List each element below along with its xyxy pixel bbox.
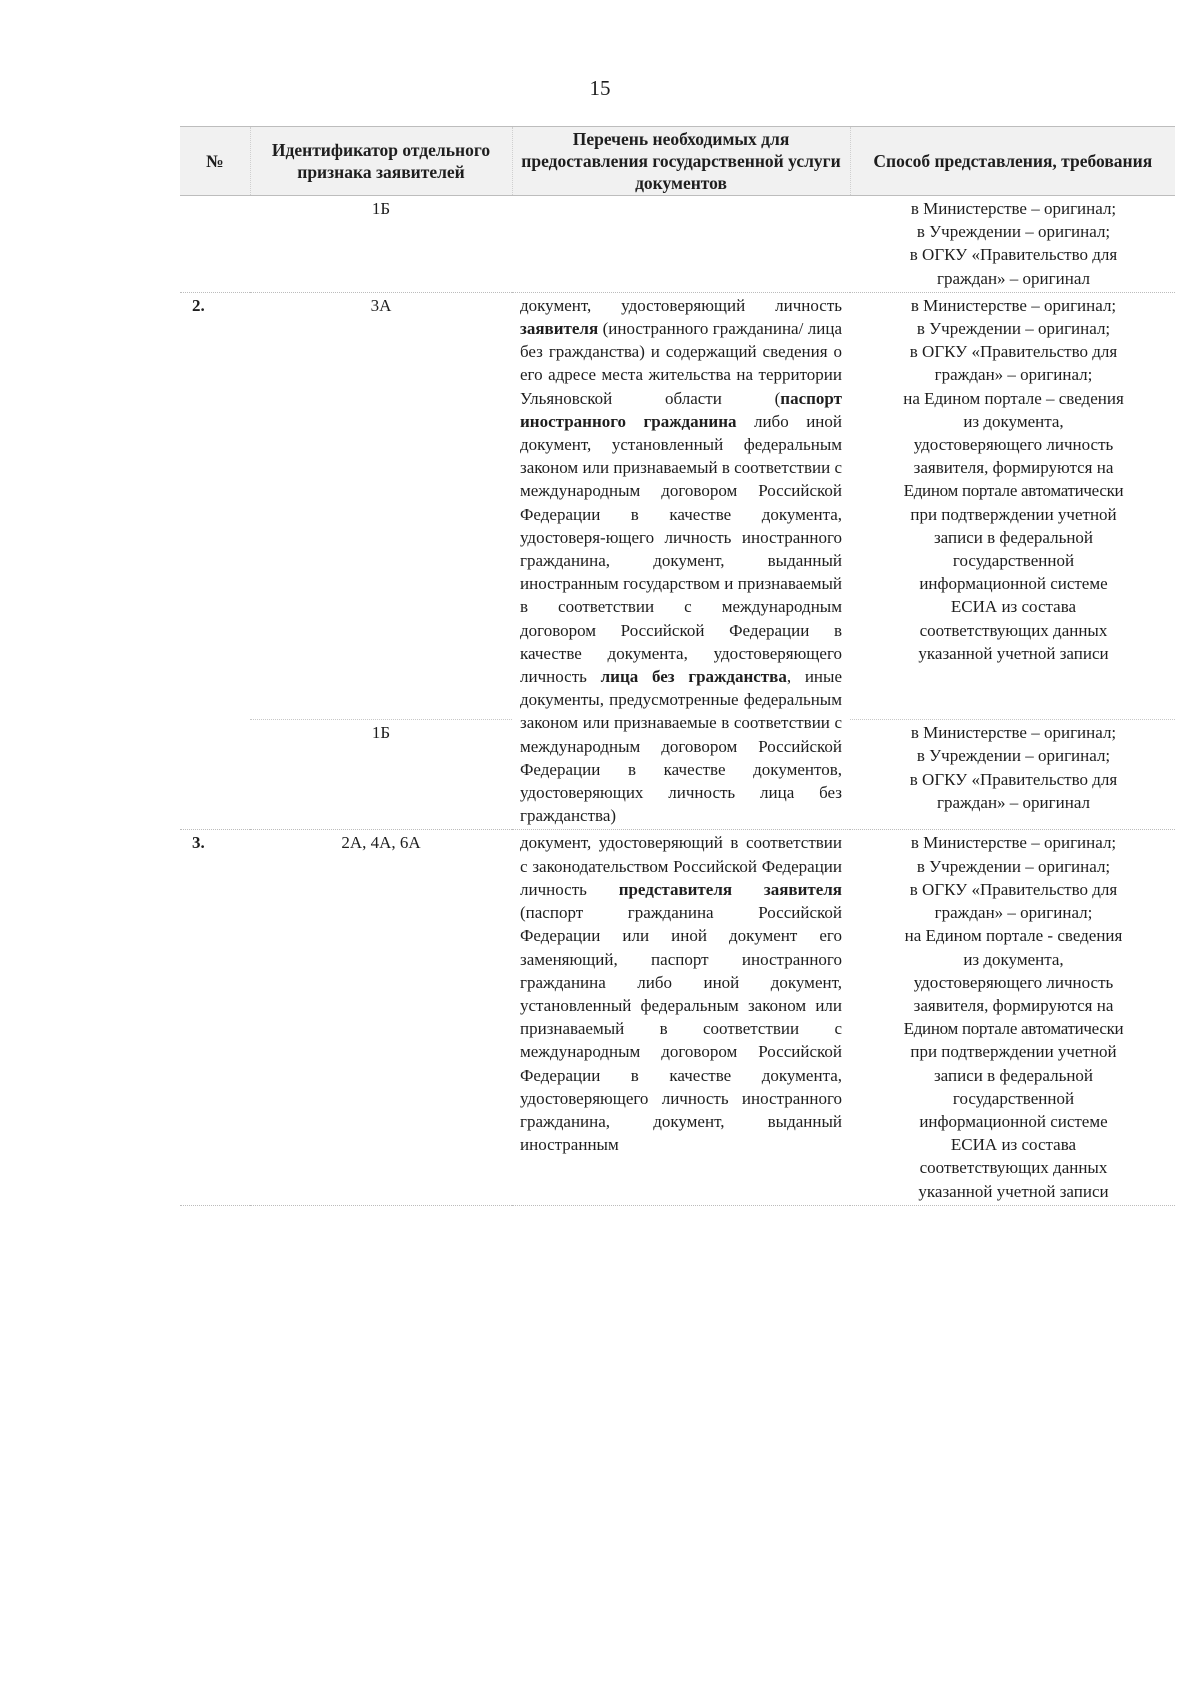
method-line: соответствующих данных bbox=[919, 1158, 1108, 1178]
method-line: в Министерстве – оригинал; bbox=[910, 833, 1117, 853]
header-number: № bbox=[180, 127, 250, 196]
method-line: при подтверждении учетной bbox=[910, 1042, 1117, 1062]
doc-bold-text: паспорт иностранного гражданина bbox=[520, 388, 842, 431]
method-line: граждан» – оригинал; bbox=[934, 365, 1093, 385]
doc-bold-text: заявителя bbox=[520, 319, 599, 339]
method-line: на Едином портале - сведения bbox=[904, 926, 1123, 946]
row-number-cell bbox=[180, 196, 250, 293]
method-line: информационной системе bbox=[919, 574, 1108, 594]
method-line: заявителя, формируются на bbox=[913, 995, 1114, 1015]
method-line: в Учреждении – оригинал; bbox=[916, 746, 1111, 766]
doc-text: документ, удостоверяющий в соответствии с законодательством Российской Федерации личность bbox=[520, 833, 842, 899]
method-line: из документа, bbox=[963, 411, 1064, 431]
documents-cell bbox=[512, 292, 850, 830]
method-line: при подтверждении учетной bbox=[910, 504, 1117, 524]
method-line: в Министерстве – оригинал; bbox=[910, 295, 1117, 315]
submission-method-cell bbox=[850, 292, 1175, 719]
method-line: удостоверяющего личность bbox=[913, 435, 1114, 455]
method-line: в Министерстве – оригинал; bbox=[910, 723, 1117, 743]
method-line: в Министерстве – оригинал; bbox=[910, 199, 1117, 218]
method-line: в Учреждении – оригинал; bbox=[916, 319, 1111, 339]
row-number-cell: 2. bbox=[180, 292, 250, 830]
header-applicant-id: Идентификатор отдельного признака заявителей bbox=[250, 127, 512, 196]
table-row bbox=[180, 196, 1175, 293]
header-submission-method: Способ представления, требования bbox=[850, 127, 1175, 196]
page-number: 15 bbox=[589, 76, 611, 100]
method-line: в ОГКУ «Правительство для bbox=[909, 769, 1118, 789]
method-line: ЕСИА из состава bbox=[950, 1135, 1077, 1155]
applicant-id-cell: 3А bbox=[250, 292, 512, 719]
method-line: записи в федеральной bbox=[933, 1065, 1094, 1085]
method-line: в Учреждении – оригинал; bbox=[916, 856, 1111, 876]
method-line: Едином портале автоматически bbox=[903, 1019, 1124, 1039]
submission-method-cell bbox=[850, 720, 1175, 830]
applicant-id-cell: 1Б bbox=[250, 720, 512, 830]
documents-cell bbox=[512, 830, 850, 1205]
method-line: в Учреждении – оригинал; bbox=[916, 222, 1111, 242]
table-row bbox=[180, 830, 1175, 1205]
method-line: заявителя, формируются на bbox=[913, 458, 1114, 478]
documents-table bbox=[180, 126, 1175, 1206]
doc-text: либо иной документ, установленный федеральным законом или признаваемый в соответствии с международным договором Российской Федерации в качестве документа, удостоверя-ющего личность иностранного гражданина, документ, выданный иностранным государством и признаваемый в соответствии с международным договором Российской Федерации в качестве документа, удостоверяющего личность bbox=[520, 411, 842, 687]
doc-text: (иностранного гражданина/ лица без гражданства) и содержащий сведения о его адресе места жительства на территории Ульяновской области ( bbox=[520, 319, 842, 408]
method-line: граждан» – оригинал bbox=[937, 792, 1090, 812]
method-line: удостоверяющего личность bbox=[913, 972, 1114, 992]
table-header-row bbox=[180, 127, 1175, 196]
method-line: информационной системе bbox=[919, 1111, 1108, 1131]
method-line: на Едином портале – сведения bbox=[903, 388, 1124, 408]
method-line: в ОГКУ «Правительство для bbox=[909, 879, 1118, 899]
method-line: в ОГКУ «Правительство для bbox=[909, 245, 1118, 265]
method-line: указанной учетной записи bbox=[918, 1181, 1109, 1201]
method-line: ЕСИА из состава bbox=[950, 597, 1077, 617]
method-line: граждан» – оригинал; bbox=[934, 903, 1093, 923]
header-documents-list: Перечень необходимых для предоставления государственной услуги документов bbox=[512, 127, 850, 196]
method-line: Едином портале автоматически bbox=[903, 481, 1124, 501]
submission-method-cell bbox=[850, 830, 1175, 1205]
method-line: соответствующих данных bbox=[919, 620, 1108, 640]
method-line: в ОГКУ «Правительство для bbox=[909, 342, 1118, 362]
applicant-id-cell: 2А, 4А, 6А bbox=[250, 830, 512, 1205]
method-line: записи в федеральной bbox=[933, 527, 1094, 547]
doc-text: , иные документы, предусмотренные федеральным законом или признаваемые в соответствии с международным договором Российской Федерации в качестве документов, удостоверяющих личность лица без гражданства) bbox=[520, 667, 842, 826]
table-row bbox=[180, 292, 1175, 719]
documents-cell bbox=[512, 196, 850, 293]
method-line: граждан» – оригинал bbox=[937, 268, 1090, 288]
method-line: государственной bbox=[952, 551, 1075, 571]
submission-method-cell bbox=[850, 196, 1175, 293]
method-line: указанной учетной записи bbox=[918, 643, 1109, 663]
method-line: из документа, bbox=[963, 949, 1064, 969]
doc-text: документ, удостоверяющий личность bbox=[520, 295, 842, 315]
doc-bold-text: представителя заявителя bbox=[618, 879, 842, 899]
row-number-cell: 3. bbox=[180, 830, 250, 1205]
doc-bold-text: лица без гражданства bbox=[600, 667, 787, 687]
applicant-id-cell: 1Б bbox=[371, 199, 391, 218]
method-line: государственной bbox=[952, 1088, 1075, 1108]
doc-text: (паспорт гражданина Российской Федерации или иной документ его заменяющий, паспорт иностранного гражданина либо иной документ, установленный федеральным законом или признаваемый в соответствии с международным договором Российской Федерации в качестве документа, удостоверяющего личность иностранного гражданина, документ, выданный иностранным bbox=[520, 903, 842, 1155]
